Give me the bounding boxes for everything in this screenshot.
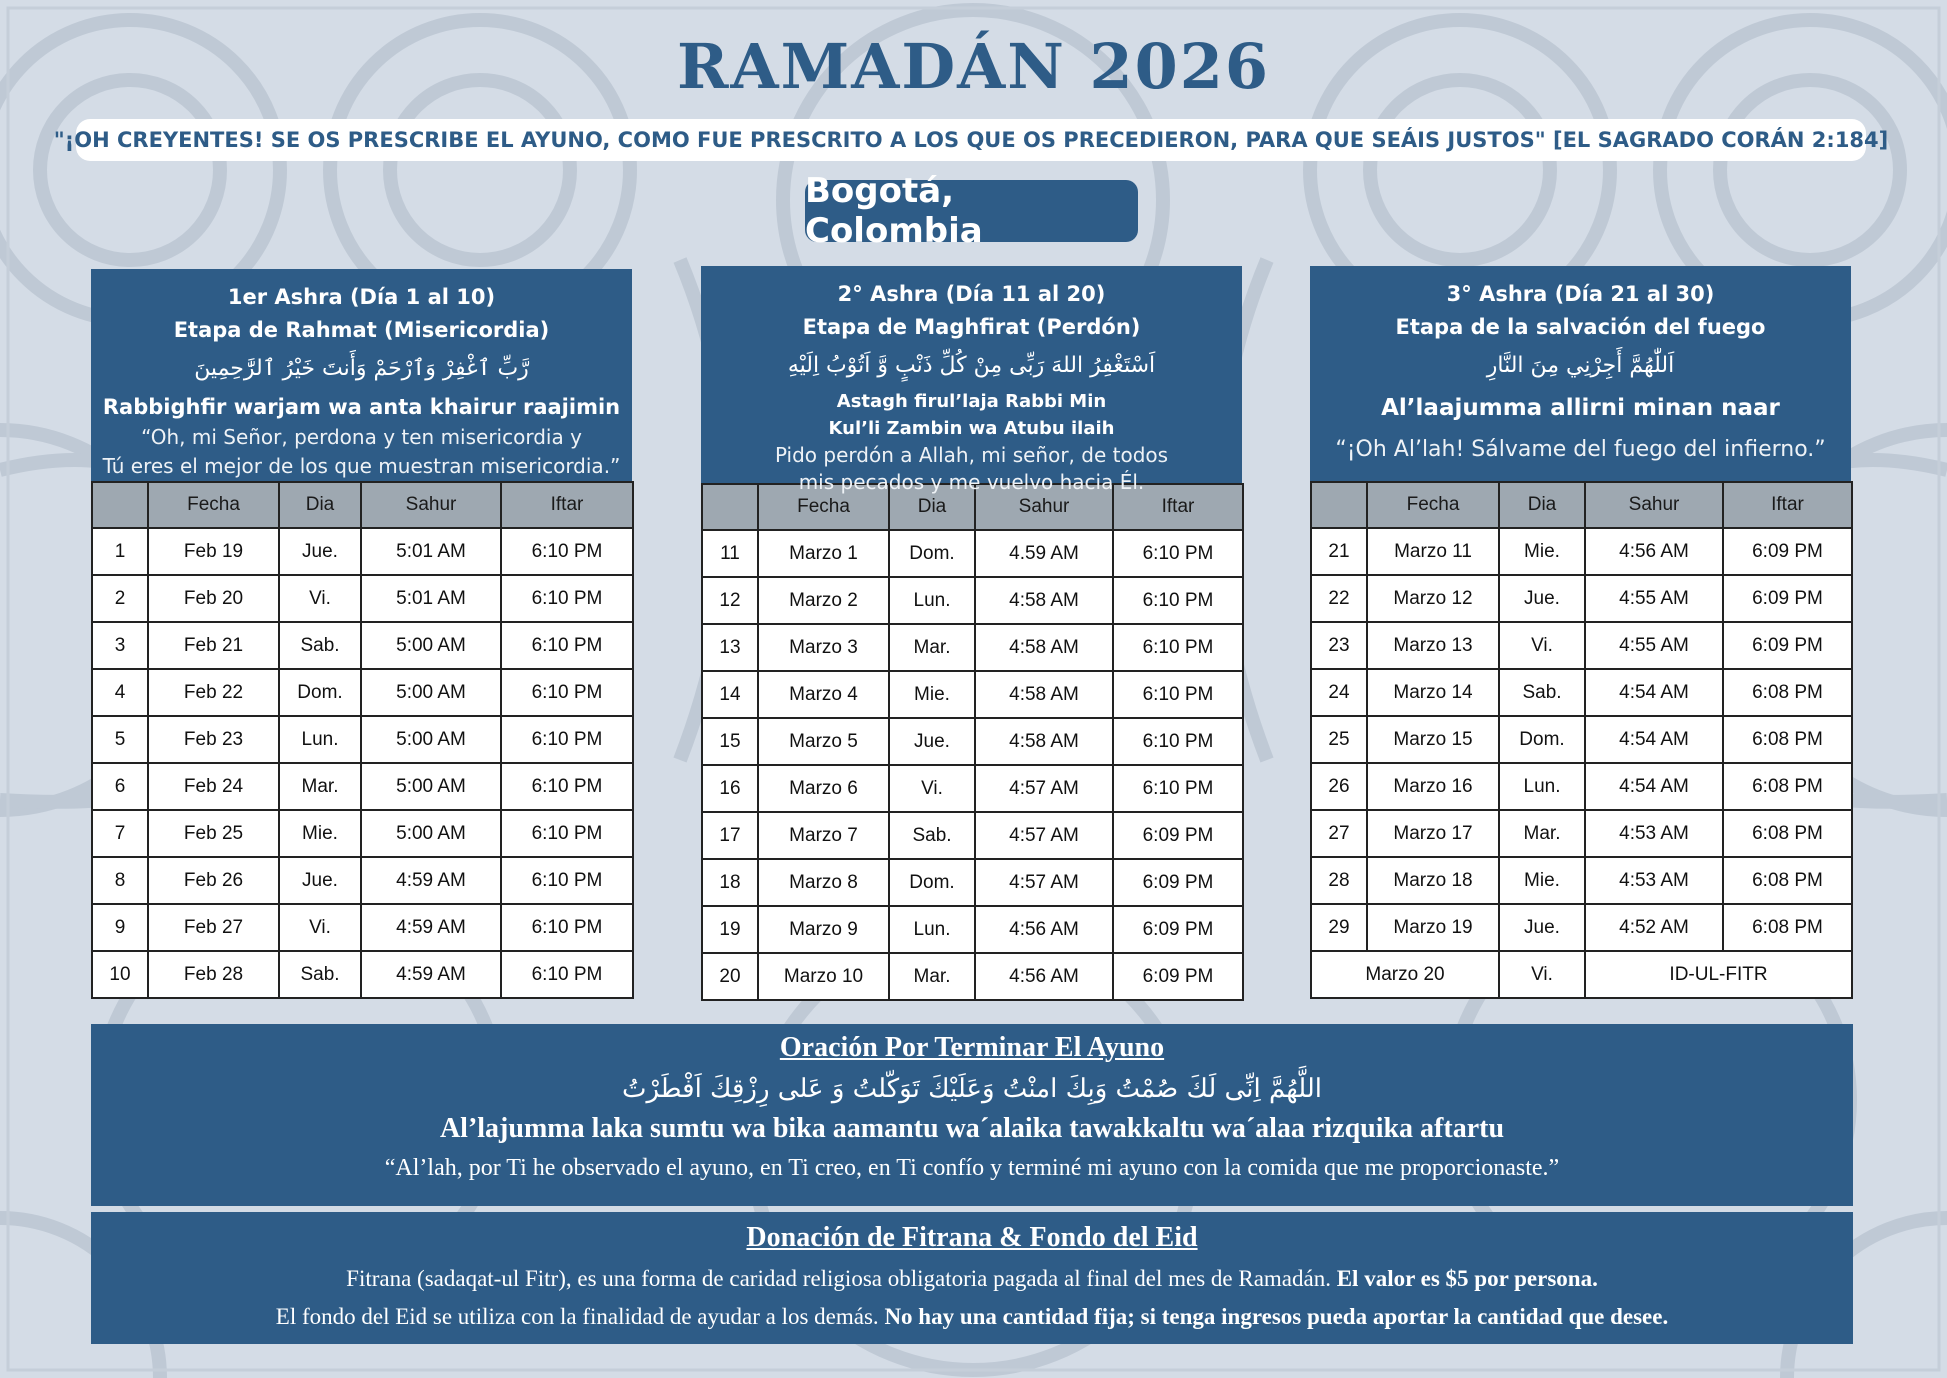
iftar-time: 6:10 PM — [501, 575, 633, 622]
weekday: Vi. — [889, 765, 975, 812]
ashra-3-table — [1310, 481, 1853, 999]
page-title: RAMADÁN 2026 — [676, 30, 1271, 103]
ashra-2-arabic: اَسْتَغْفِرُ اللهَ رَبِّى مِنْ كُلِّ ذَنْبٍ وَّ اَتُوْبُ اِلَيْهِ — [787, 353, 1156, 378]
day-number: 11 — [702, 530, 758, 577]
table-row — [702, 577, 1243, 624]
weekday: Lun. — [889, 577, 975, 624]
day-number: 1 — [92, 528, 148, 575]
weekday: Dom. — [279, 669, 361, 716]
ashra-2-translation-line2: mis pecados y me vuelvo hacia Él. — [798, 470, 1145, 494]
weekday: Jue. — [1499, 904, 1585, 951]
donation-line-2 — [91, 1298, 1853, 1336]
iftar-time: 6:10 PM — [501, 857, 633, 904]
iftar-time: 6:10 PM — [1113, 765, 1243, 812]
col-fecha: Fecha — [758, 484, 889, 530]
iftar-time: 6:09 PM — [1723, 575, 1852, 622]
col-sahur: Sahur — [361, 482, 501, 528]
eid-fund-note: No hay una cantidad fija; si tenga ingresos pueda aportar la cantidad que desee. — [884, 1304, 1669, 1329]
iftar-time: 6:08 PM — [1723, 716, 1852, 763]
date: Marzo 17 — [1367, 810, 1499, 857]
ashra-1-section — [91, 269, 632, 999]
quran-verse: "¡OH CREYENTES! SE OS PRESCRIBE EL AYUNO, COMO FUE PRESCRITO A LOS QUE OS PRECEDIERON, PARA QUE SEÁIS JUSTOS" [EL SAGRADO CORÁN 2:184] — [76, 119, 1866, 161]
iftar-time: 6:09 PM — [1113, 906, 1243, 953]
ashra-1-translation-line2: Tú eres el mejor de los que muestran misericordia.” — [102, 454, 621, 478]
ashra-2-stage: Etapa de Maghfirat (Perdón) — [802, 315, 1141, 339]
weekday: Vi. — [279, 904, 361, 951]
date: Feb 26 — [148, 857, 279, 904]
date: Feb 25 — [148, 810, 279, 857]
weekday: Jue. — [279, 528, 361, 575]
date: Feb 24 — [148, 763, 279, 810]
day-number: 15 — [702, 718, 758, 765]
date: Marzo 8 — [758, 859, 889, 906]
table-row — [702, 812, 1243, 859]
col-number — [1311, 482, 1367, 528]
date: Feb 27 — [148, 904, 279, 951]
sahur-time: 4:56 AM — [975, 906, 1113, 953]
weekday: Lun. — [889, 906, 975, 953]
iftar-time: 6:10 PM — [501, 716, 633, 763]
weekday: Mar. — [889, 624, 975, 671]
day-number: 27 — [1311, 810, 1367, 857]
table-row — [702, 530, 1243, 577]
table-header-row — [92, 482, 633, 528]
sahur-time: 4:59 AM — [361, 857, 501, 904]
sahur-time: 4:59 AM — [361, 951, 501, 998]
iftar-prayer-box — [91, 1024, 1853, 1206]
date: Marzo 6 — [758, 765, 889, 812]
weekday: Vi. — [1499, 622, 1585, 669]
iftar-time: 6:10 PM — [1113, 624, 1243, 671]
iftar-time: 6:10 PM — [1113, 530, 1243, 577]
col-sahur: Sahur — [1585, 482, 1723, 528]
sahur-time: 4:58 AM — [975, 671, 1113, 718]
weekday: Dom. — [889, 530, 975, 577]
weekday: Dom. — [889, 859, 975, 906]
sahur-time: 5:00 AM — [361, 763, 501, 810]
col-iftar: Iftar — [501, 482, 633, 528]
table-row — [92, 904, 633, 951]
day-number: 23 — [1311, 622, 1367, 669]
iftar-time: 6:08 PM — [1723, 810, 1852, 857]
sahur-time: 5:00 AM — [361, 810, 501, 857]
weekday: Mar. — [279, 763, 361, 810]
date: Marzo 18 — [1367, 857, 1499, 904]
day-number: 14 — [702, 671, 758, 718]
prayer-title: Oración Por Terminar El Ayuno — [779, 1032, 1165, 1063]
sahur-time: 5:00 AM — [361, 669, 501, 716]
table-row — [92, 669, 633, 716]
ashra-2-header — [701, 266, 1242, 494]
weekday: Sab. — [279, 622, 361, 669]
weekday: Mie. — [279, 810, 361, 857]
weekday: Vi. — [279, 575, 361, 622]
date: Marzo 12 — [1367, 575, 1499, 622]
date: Marzo 14 — [1367, 669, 1499, 716]
ashra-1-heading: 1er Ashra (Día 1 al 10) — [227, 285, 496, 309]
weekday: Jue. — [1499, 575, 1585, 622]
table-row — [92, 716, 633, 763]
iftar-time: 6:10 PM — [501, 951, 633, 998]
sahur-time: 4:54 AM — [1585, 669, 1723, 716]
table-row — [92, 857, 633, 904]
table-row — [1311, 763, 1852, 810]
eid-weekday: Vi. — [1499, 951, 1585, 998]
sahur-time: 5:00 AM — [361, 622, 501, 669]
eid-label: ID-UL-FITR — [1585, 951, 1852, 998]
fitrana-text: Fitrana (sadaqat-ul Fitr), es una forma de caridad religiosa obligatoria pagada al final del mes de Ramadán. — [346, 1266, 1337, 1291]
iftar-time: 6:09 PM — [1113, 953, 1243, 1000]
date: Feb 19 — [148, 528, 279, 575]
weekday: Mar. — [889, 953, 975, 1000]
eid-fund-text: El fondo del Eid se utiliza con la finalidad de ayudar a los demás. — [275, 1304, 885, 1329]
table-row — [702, 765, 1243, 812]
table-row — [1311, 575, 1852, 622]
sahur-time: 4:56 AM — [1585, 528, 1723, 575]
table-header-row — [1311, 482, 1852, 528]
eid-date: Marzo 20 — [1311, 951, 1499, 998]
prayer-translation: “Al’lah, por Ti he observado el ayuno, en Ti creo, en Ti confío y terminé mi ayuno con la comida que me proporcionaste.” — [384, 1155, 1560, 1181]
iftar-time: 6:09 PM — [1723, 622, 1852, 669]
ashra-2-section — [701, 266, 1242, 1001]
weekday: Lun. — [1499, 763, 1585, 810]
weekday: Mie. — [889, 671, 975, 718]
col-dia: Dia — [279, 482, 361, 528]
sahur-time: 4:54 AM — [1585, 763, 1723, 810]
day-number: 8 — [92, 857, 148, 904]
sahur-time: 4:58 AM — [975, 577, 1113, 624]
ashra-1-header — [91, 269, 632, 481]
sahur-time: 5:00 AM — [361, 716, 501, 763]
table-row — [92, 951, 633, 998]
table-row — [1311, 810, 1852, 857]
date: Marzo 4 — [758, 671, 889, 718]
date: Marzo 11 — [1367, 528, 1499, 575]
weekday: Sab. — [889, 812, 975, 859]
day-number: 20 — [702, 953, 758, 1000]
sahur-time: 4:57 AM — [975, 812, 1113, 859]
iftar-time: 6:10 PM — [1113, 718, 1243, 765]
day-number: 7 — [92, 810, 148, 857]
iftar-time: 6:10 PM — [501, 763, 633, 810]
table-row — [92, 575, 633, 622]
table-row — [702, 718, 1243, 765]
date: Feb 22 — [148, 669, 279, 716]
table-row — [1311, 622, 1852, 669]
date: Marzo 9 — [758, 906, 889, 953]
day-number: 26 — [1311, 763, 1367, 810]
weekday: Mie. — [1499, 528, 1585, 575]
iftar-time: 6:10 PM — [501, 904, 633, 951]
date: Feb 28 — [148, 951, 279, 998]
day-number: 18 — [702, 859, 758, 906]
iftar-time: 6:08 PM — [1723, 669, 1852, 716]
col-dia: Dia — [1499, 482, 1585, 528]
table-row — [702, 671, 1243, 718]
weekday: Mie. — [1499, 857, 1585, 904]
day-number: 3 — [92, 622, 148, 669]
weekday: Sab. — [1499, 669, 1585, 716]
iftar-time: 6:09 PM — [1113, 859, 1243, 906]
weekday: Mar. — [1499, 810, 1585, 857]
iftar-time: 6:10 PM — [1113, 577, 1243, 624]
iftar-time: 6:10 PM — [501, 669, 633, 716]
sahur-time: 4:58 AM — [975, 718, 1113, 765]
sahur-time: 4:58 AM — [975, 624, 1113, 671]
table-row — [92, 810, 633, 857]
day-number: 29 — [1311, 904, 1367, 951]
iftar-time: 6:09 PM — [1113, 812, 1243, 859]
sahur-time: 5:01 AM — [361, 575, 501, 622]
date: Marzo 1 — [758, 530, 889, 577]
iftar-time: 6:10 PM — [501, 528, 633, 575]
sahur-time: 4:53 AM — [1585, 857, 1723, 904]
iftar-time: 6:08 PM — [1723, 904, 1852, 951]
day-number: 12 — [702, 577, 758, 624]
date: Marzo 13 — [1367, 622, 1499, 669]
day-number: 2 — [92, 575, 148, 622]
ashra-3-section — [1310, 266, 1851, 999]
weekday: Dom. — [1499, 716, 1585, 763]
day-number: 22 — [1311, 575, 1367, 622]
date: Marzo 16 — [1367, 763, 1499, 810]
ashra-3-heading: 3° Ashra (Día 21 al 30) — [1446, 282, 1715, 306]
sahur-time: 4:54 AM — [1585, 716, 1723, 763]
date: Marzo 7 — [758, 812, 889, 859]
ashra-3-translation: “¡Oh Al’lah! Sálvame del fuego del infierno.” — [1335, 437, 1826, 462]
sahur-time: 4:55 AM — [1585, 575, 1723, 622]
col-dia: Dia — [889, 484, 975, 530]
table-row — [1311, 857, 1852, 904]
date: Marzo 2 — [758, 577, 889, 624]
ashra-3-stage: Etapa de la salvación del fuego — [1395, 315, 1766, 339]
iftar-time: 6:10 PM — [501, 622, 633, 669]
prayer-arabic: اللَّهُمَّ اِنِّى لَكَ صُمْتُ وَبِكَ امنْتُ وَعَلَيْكَ تَوَكّلتُ وَ عَلى رِزْقِكَ اَفْطَرْتُ — [621, 1074, 1322, 1104]
prayer-transliteration: Al’lajumma laka sumtu wa bika aamantu wa´alaika tawakkaltu wa´alaa rizquika aftartu — [439, 1113, 1505, 1144]
sahur-time: 4:55 AM — [1585, 622, 1723, 669]
col-iftar: Iftar — [1113, 484, 1243, 530]
weekday: Jue. — [889, 718, 975, 765]
col-number — [92, 482, 148, 528]
ashra-1-stage: Etapa de Rahmat (Misericordia) — [173, 318, 550, 342]
day-number: 4 — [92, 669, 148, 716]
table-row — [702, 953, 1243, 1000]
col-sahur: Sahur — [975, 484, 1113, 530]
day-number: 24 — [1311, 669, 1367, 716]
donation-line-1 — [91, 1260, 1853, 1298]
sahur-time: 4:52 AM — [1585, 904, 1723, 951]
col-number — [702, 484, 758, 530]
ashra-2-transliteration-line2: Kul’li Zambin wa Atubu ilaih — [828, 418, 1115, 439]
day-number: 16 — [702, 765, 758, 812]
table-row — [702, 906, 1243, 953]
fitrana-value: El valor es $5 por persona. — [1336, 1266, 1598, 1291]
iftar-time: 6:08 PM — [1723, 763, 1852, 810]
day-number: 19 — [702, 906, 758, 953]
table-row — [1311, 528, 1852, 575]
day-number: 28 — [1311, 857, 1367, 904]
col-fecha: Fecha — [1367, 482, 1499, 528]
ashra-2-translation-line1: Pido perdón a Allah, mi señor, de todos — [774, 443, 1169, 467]
date: Feb 20 — [148, 575, 279, 622]
date: Marzo 3 — [758, 624, 889, 671]
table-row — [92, 763, 633, 810]
col-fecha: Fecha — [148, 482, 279, 528]
sahur-time: 4:57 AM — [975, 859, 1113, 906]
ashra-1-table — [91, 481, 634, 999]
donation-box — [91, 1212, 1853, 1344]
sahur-time: 4:53 AM — [1585, 810, 1723, 857]
iftar-time: 6:10 PM — [1113, 671, 1243, 718]
table-row — [702, 859, 1243, 906]
table-row — [92, 622, 633, 669]
ashra-3-transliteration: Al’laajumma allirni minan naar — [1381, 395, 1780, 421]
ashra-1-transliteration: Rabbighfir warjam wa anta khairur raajimin — [102, 395, 621, 419]
sahur-time: 5:01 AM — [361, 528, 501, 575]
table-row — [702, 624, 1243, 671]
donation-title: Donación de Fitrana & Fondo del Eid — [746, 1222, 1198, 1253]
day-number: 6 — [92, 763, 148, 810]
sahur-time: 4:57 AM — [975, 765, 1113, 812]
col-iftar: Iftar — [1723, 482, 1852, 528]
table-row — [1311, 669, 1852, 716]
ashra-2-heading: 2° Ashra (Día 11 al 20) — [837, 282, 1106, 306]
iftar-time: 6:08 PM — [1723, 857, 1852, 904]
date: Marzo 10 — [758, 953, 889, 1000]
ashra-3-header — [1310, 266, 1851, 481]
date: Marzo 15 — [1367, 716, 1499, 763]
weekday: Jue. — [279, 857, 361, 904]
iftar-time: 6:09 PM — [1723, 528, 1852, 575]
ashra-1-translation-line1: “Oh, mi Señor, perdona y ten misericordia y — [141, 425, 582, 449]
day-number: 13 — [702, 624, 758, 671]
sahur-time: 4:56 AM — [975, 953, 1113, 1000]
date: Feb 23 — [148, 716, 279, 763]
weekday: Lun. — [279, 716, 361, 763]
sahur-time: 4.59 AM — [975, 530, 1113, 577]
date: Marzo 19 — [1367, 904, 1499, 951]
table-row — [1311, 716, 1852, 763]
day-number: 5 — [92, 716, 148, 763]
day-number: 21 — [1311, 528, 1367, 575]
weekday: Sab. — [279, 951, 361, 998]
ashra-2-table — [701, 483, 1244, 1001]
sahur-time: 4:59 AM — [361, 904, 501, 951]
city-label: Bogotá, Colombia — [805, 180, 1138, 242]
table-row — [92, 528, 633, 575]
iftar-time: 6:10 PM — [501, 810, 633, 857]
table-row — [1311, 904, 1852, 951]
eid-row — [1311, 951, 1852, 998]
ashra-3-arabic: اَللّٰهُمَّ أَجِرْنِي مِنَ النَّارِ — [1486, 353, 1675, 378]
ashra-2-transliteration-line1: Astagh firul’laja Rabbi Min — [836, 391, 1107, 412]
date: Feb 21 — [148, 622, 279, 669]
day-number: 9 — [92, 904, 148, 951]
day-number: 17 — [702, 812, 758, 859]
date: Marzo 5 — [758, 718, 889, 765]
day-number: 10 — [92, 951, 148, 998]
day-number: 25 — [1311, 716, 1367, 763]
ashra-1-arabic: رَّبِّ ٱغْفِرْ وَٱرْحَمْ وَأَنتَ خَيْرُ ٱلرَّٰحِمِينَ — [194, 356, 529, 381]
